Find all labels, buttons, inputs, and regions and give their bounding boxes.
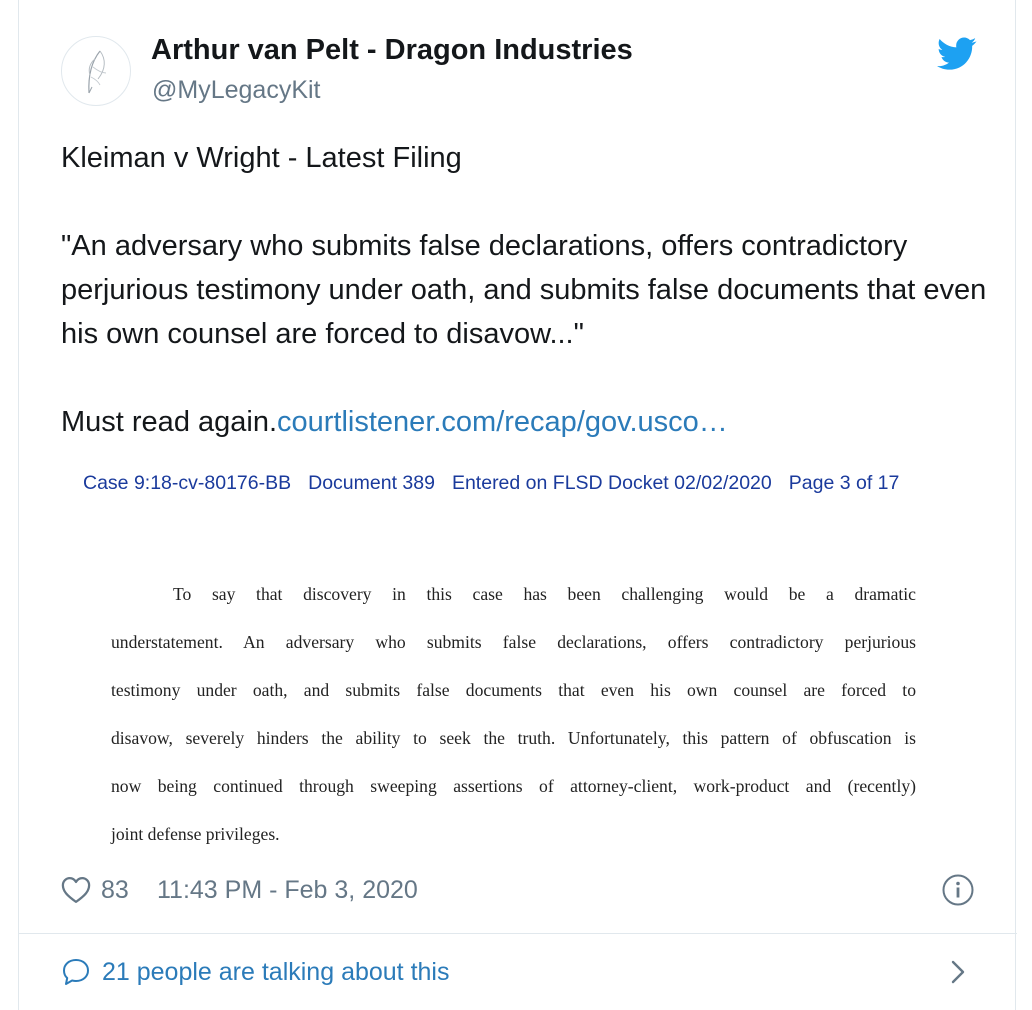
avatar[interactable] bbox=[61, 36, 131, 106]
tweet-footer bbox=[61, 872, 991, 912]
document-excerpt bbox=[111, 570, 916, 858]
link-prefix: Must read again. bbox=[61, 406, 278, 438]
doc-case-number: Case 9:18-cv-80176-BB bbox=[83, 472, 292, 494]
like-count[interactable]: 83 bbox=[101, 876, 129, 904]
chevron-right-icon[interactable] bbox=[947, 958, 969, 986]
doc-line: disavow, severely hinders the ability to seek the truth. Unfortunately, this pattern of obfuscation is bbox=[111, 728, 916, 748]
doc-entered: Entered on FLSD Docket 02/02/2020 bbox=[451, 472, 772, 494]
author-name[interactable]: Arthur van Pelt - Dragon Industries bbox=[151, 34, 633, 66]
courtlistener-link[interactable]: courtlistener.com/recap/gov.usco… bbox=[277, 406, 728, 438]
tweet-link-line bbox=[61, 400, 991, 444]
conversation-label[interactable]: 21 people are talking about this bbox=[102, 958, 450, 986]
tweet-text bbox=[61, 136, 991, 444]
heart-icon[interactable] bbox=[61, 876, 91, 904]
feather-sketch-icon bbox=[62, 37, 131, 106]
tweet-quote: "An adversary who submits false declarations, offers contradictory perjurious testimony under oath, and submits false documents that even his own counsel are forced to disavow..." bbox=[61, 230, 987, 350]
twitter-bird-icon[interactable] bbox=[937, 37, 977, 71]
divider bbox=[19, 933, 1017, 934]
info-icon[interactable] bbox=[941, 873, 975, 907]
conversation-row[interactable] bbox=[61, 954, 991, 994]
doc-number: Document 389 bbox=[308, 472, 435, 494]
tweet-title-line: Kleiman v Wright - Latest Filing bbox=[61, 142, 462, 174]
speech-bubble-icon bbox=[61, 957, 91, 987]
doc-line: testimony under oath, and submits false documents that even his own counsel are forced to bbox=[111, 680, 916, 700]
document-header bbox=[83, 472, 916, 495]
author-handle[interactable]: @MyLegacyKit bbox=[152, 76, 321, 104]
doc-page: Page 3 of 17 bbox=[788, 472, 900, 494]
timestamp[interactable]: 11:43 PM - Feb 3, 2020 bbox=[157, 876, 418, 904]
doc-line: To say that discovery in this case has been challenging would be a dramatic bbox=[173, 584, 916, 604]
doc-line: joint defense privileges. bbox=[111, 824, 280, 844]
doc-line: now being continued through sweeping assertions of attorney-client, work-product and (recently) bbox=[111, 776, 916, 796]
doc-line: understatement. An adversary who submits false declarations, offers contradictory perjurious bbox=[111, 632, 916, 652]
tweet-card bbox=[18, 0, 1016, 1010]
